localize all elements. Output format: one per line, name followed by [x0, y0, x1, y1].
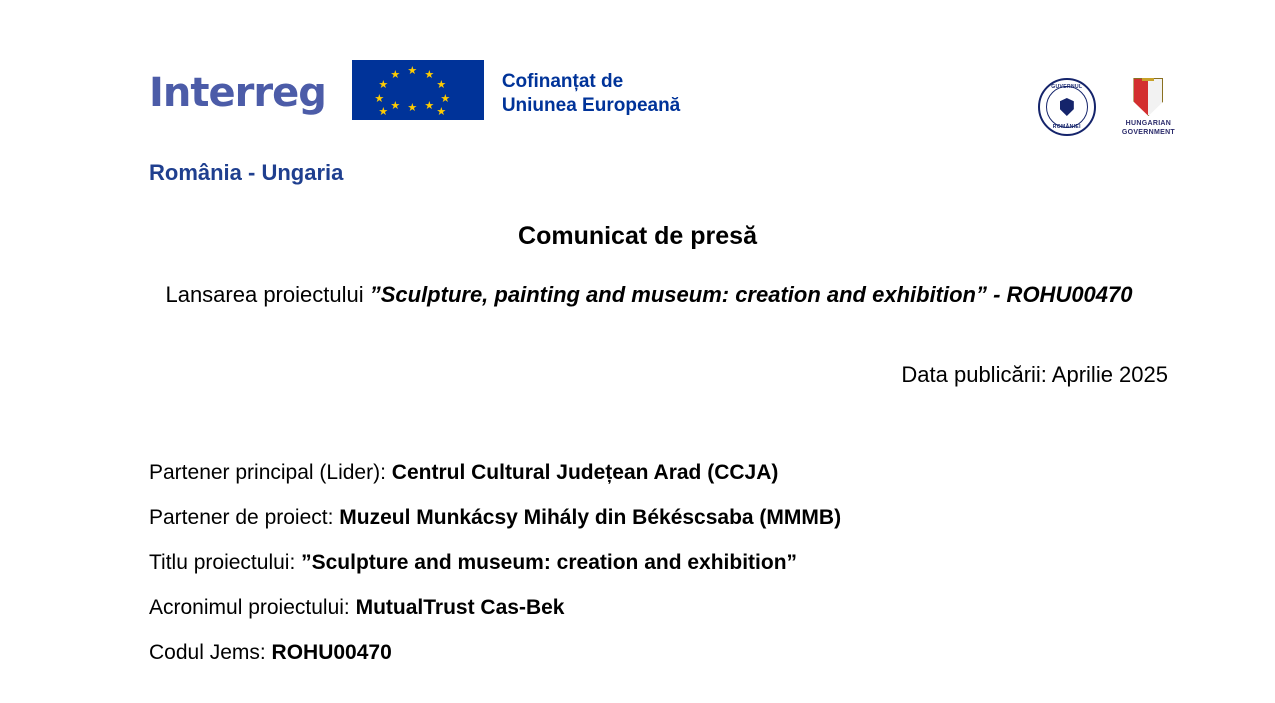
- document-header: [149, 60, 1175, 190]
- publication-date: Data publicării: Aprilie 2025: [901, 362, 1168, 387]
- field-label: Partener de proiect:: [149, 506, 340, 529]
- project-details-list: [149, 460, 841, 685]
- subtitle-suffix: - ROHU00470: [987, 282, 1133, 307]
- list-item: [149, 460, 841, 486]
- hu-logo-line1: HUNGARIAN: [1125, 120, 1172, 127]
- hungarian-government-logo: [1122, 78, 1175, 137]
- logo-row: [149, 60, 1175, 137]
- field-value: Centrul Cultural Județean Arad (CCJA): [391, 461, 779, 484]
- government-logos: [1038, 60, 1175, 137]
- hungarian-crest-icon: [1133, 78, 1163, 116]
- field-label: Titlu proiectului:: [149, 551, 302, 574]
- eu-cofinanced-line1: Cofinanțat de: [501, 71, 624, 92]
- field-value: MutualTrust Cas-Bek: [355, 596, 565, 619]
- ro-crest-shape: [1060, 98, 1074, 116]
- list-item: [149, 505, 841, 531]
- eu-cofinanced-text: [502, 62, 680, 118]
- programme-name: România - Ungaria: [149, 160, 344, 185]
- ro-seal-inner: [1046, 86, 1088, 128]
- list-item: [149, 595, 841, 621]
- hu-logo-line2: GOVERNMENT: [1121, 129, 1175, 136]
- list-item: [149, 550, 841, 576]
- field-label: Acronimul proiectului:: [149, 596, 356, 619]
- subtitle-prefix: Lansarea proiectului: [165, 282, 370, 307]
- eu-flag-icon: ★ ★ ★ ★ ★ ★ ★ ★ ★ ★ ★ ★: [352, 60, 484, 120]
- field-label: Codul Jems:: [149, 641, 272, 664]
- interreg-logo-group: [149, 60, 680, 120]
- page-title: Comunicat de presă: [518, 222, 757, 250]
- eu-cofinanced-line2: Uniunea Europeană: [501, 95, 681, 116]
- ro-seal-bottom-text: ROMÂNIEI: [1052, 124, 1081, 130]
- interreg-wordmark: Interreg: [149, 70, 326, 116]
- romanian-government-seal-icon: [1038, 78, 1096, 136]
- field-label: Partener principal (Lider):: [149, 461, 392, 484]
- ro-seal-top-text: GUVERNUL: [1051, 84, 1083, 90]
- field-value: ROHU00470: [271, 641, 392, 664]
- field-value: Muzeul Munkácsy Mihály din Békéscsaba (MMMB): [339, 506, 842, 529]
- subtitle-project-name: ”Sculpture, painting and museum: creation and exhibition”: [369, 282, 987, 307]
- list-item: [149, 640, 841, 666]
- field-value: ”Sculpture and museum: creation and exhibition”: [301, 551, 798, 574]
- document-subtitle: [149, 278, 1149, 312]
